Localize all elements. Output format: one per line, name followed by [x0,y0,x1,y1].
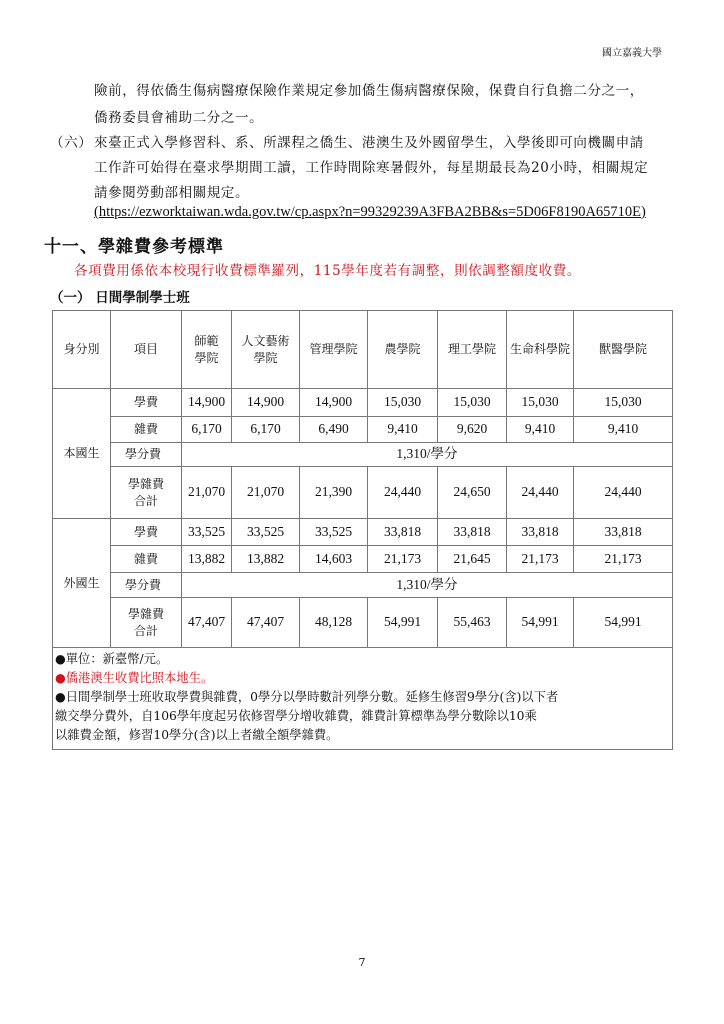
fee-value: 9,410 [368,417,438,443]
fee-value: 13,882 [232,546,300,573]
fee-value: 54,991 [507,598,574,648]
column-header: 管理學院 [300,311,368,389]
item-marker: （六） [50,135,93,151]
note-line: 以雜費金額，修習10學分(含)以上者繳全額學雜費。 [55,728,339,742]
fee-value: 33,818 [438,519,507,546]
credit-fee: 1,310/學分 [182,443,673,467]
column-header: 生命科學院 [507,311,574,389]
student-type: 本國生 [53,389,111,519]
fee-value: 33,525 [232,519,300,546]
table-row [53,546,673,573]
fee-value: 33,818 [507,519,574,546]
table-row [53,467,673,519]
fee-value: 47,407 [232,598,300,648]
fee-value: 13,882 [182,546,232,573]
table-row [53,598,673,648]
note-line: ●僑港澳生收費比照本地生。 [55,671,214,685]
column-header: 獸醫學院 [574,311,673,389]
fee-item-label: 雜費 [111,417,182,443]
labor-ministry-link[interactable]: (https://ezworktaiwan.wda.gov.tw/cp.aspx?n=99329239A3FBA2BB&s=5D06F8190A65710E) [94,204,646,220]
student-type: 外國生 [53,519,111,648]
fee-item-label: 學分費 [111,573,182,598]
column-header: 師範 學院 [182,311,232,389]
fee-value: 55,463 [438,598,507,648]
fee-value: 6,170 [232,417,300,443]
fee-item-label: 雜費 [111,546,182,573]
table-row [53,573,673,598]
subsection-title: （一） 日間學制學士班 [50,290,190,306]
fee-item-label: 學費 [111,389,182,417]
fee-value: 15,030 [574,389,673,417]
table-row [53,443,673,467]
column-header: 項目 [111,311,182,389]
fee-value: 9,410 [574,417,673,443]
fee-value: 24,440 [507,467,574,519]
fee-value: 9,410 [507,417,574,443]
fee-value: 21,390 [300,467,368,519]
fee-item-label: 學費 [111,519,182,546]
fee-notice: 各項費用係依本校現行收費標準羅列，115學年度若有調整，則依調整額度收費。 [74,263,581,279]
paragraph-line: 請參閱勞動部相關規定。 [94,185,250,201]
note-line: ●單位：新臺幣/元。 [55,652,169,666]
header-row [53,311,673,389]
fee-item-label: 學雜費 合計 [111,467,182,519]
table-row [53,417,673,443]
fee-value: 21,173 [368,546,438,573]
section-title: 十一、學雜費參考標準 [44,237,224,257]
fee-value: 15,030 [368,389,438,417]
fee-value: 33,525 [182,519,232,546]
column-header: 人文藝術 學院 [232,311,300,389]
paragraph-line: 險前，得依僑生傷病醫療保險作業規定參加僑生傷病醫療保險，保費自行負擔二分之一， [94,83,644,99]
credit-fee: 1,310/學分 [182,573,673,598]
column-header: 農學院 [368,311,438,389]
fee-value: 54,991 [574,598,673,648]
table-row [53,519,673,546]
fee-value: 33,818 [574,519,673,546]
fee-value: 47,407 [182,598,232,648]
fee-value: 14,900 [232,389,300,417]
fee-value: 9,620 [438,417,507,443]
paragraph-line: 僑務委員會補助二分之一。 [94,110,264,126]
column-header: 身分別 [53,311,111,389]
column-header: 理工學院 [438,311,507,389]
fee-value: 15,030 [507,389,574,417]
fee-value: 6,170 [182,417,232,443]
fee-value: 33,818 [368,519,438,546]
fee-value: 24,440 [368,467,438,519]
table-notes [53,648,673,750]
fee-value: 14,900 [300,389,368,417]
fee-value: 21,070 [182,467,232,519]
fee-item-label: 學分費 [111,443,182,467]
fee-value: 21,173 [574,546,673,573]
fee-value: 21,645 [438,546,507,573]
paragraph-line: 工作許可始得在臺求學期間工讀，工作時間除寒暑假外，每星期最長為20小時，相關規定 [94,160,649,176]
notes-row [53,648,673,750]
fee-value: 15,030 [438,389,507,417]
tuition-table [52,310,673,750]
fee-value: 48,128 [300,598,368,648]
note-line: 繳交學分費外，自106學年度起另依修習學分增收雜費，雜費計算標準為學分數除以10乘 [55,709,537,723]
fee-value: 14,603 [300,546,368,573]
fee-value: 14,900 [182,389,232,417]
page-number: 7 [358,956,366,969]
fee-value: 6,490 [300,417,368,443]
fee-value: 24,440 [574,467,673,519]
fee-value: 24,650 [438,467,507,519]
page-header: 國立嘉義大學 [602,48,662,59]
paragraph-line: 來臺正式入學修習科、系、所課程之僑生、港澳生及外國留學生，入學後即可向機關申請 [94,135,644,151]
fee-value: 33,525 [300,519,368,546]
note-line: ●日間學制學士班收取學費與雜費，0學分以學時數計列學分數。延修生修習9學分(含)以下者 [55,690,559,704]
fee-value: 54,991 [368,598,438,648]
fee-item-label: 學雜費 合計 [111,598,182,648]
table-row [53,389,673,417]
fee-value: 21,070 [232,467,300,519]
fee-value: 21,173 [507,546,574,573]
